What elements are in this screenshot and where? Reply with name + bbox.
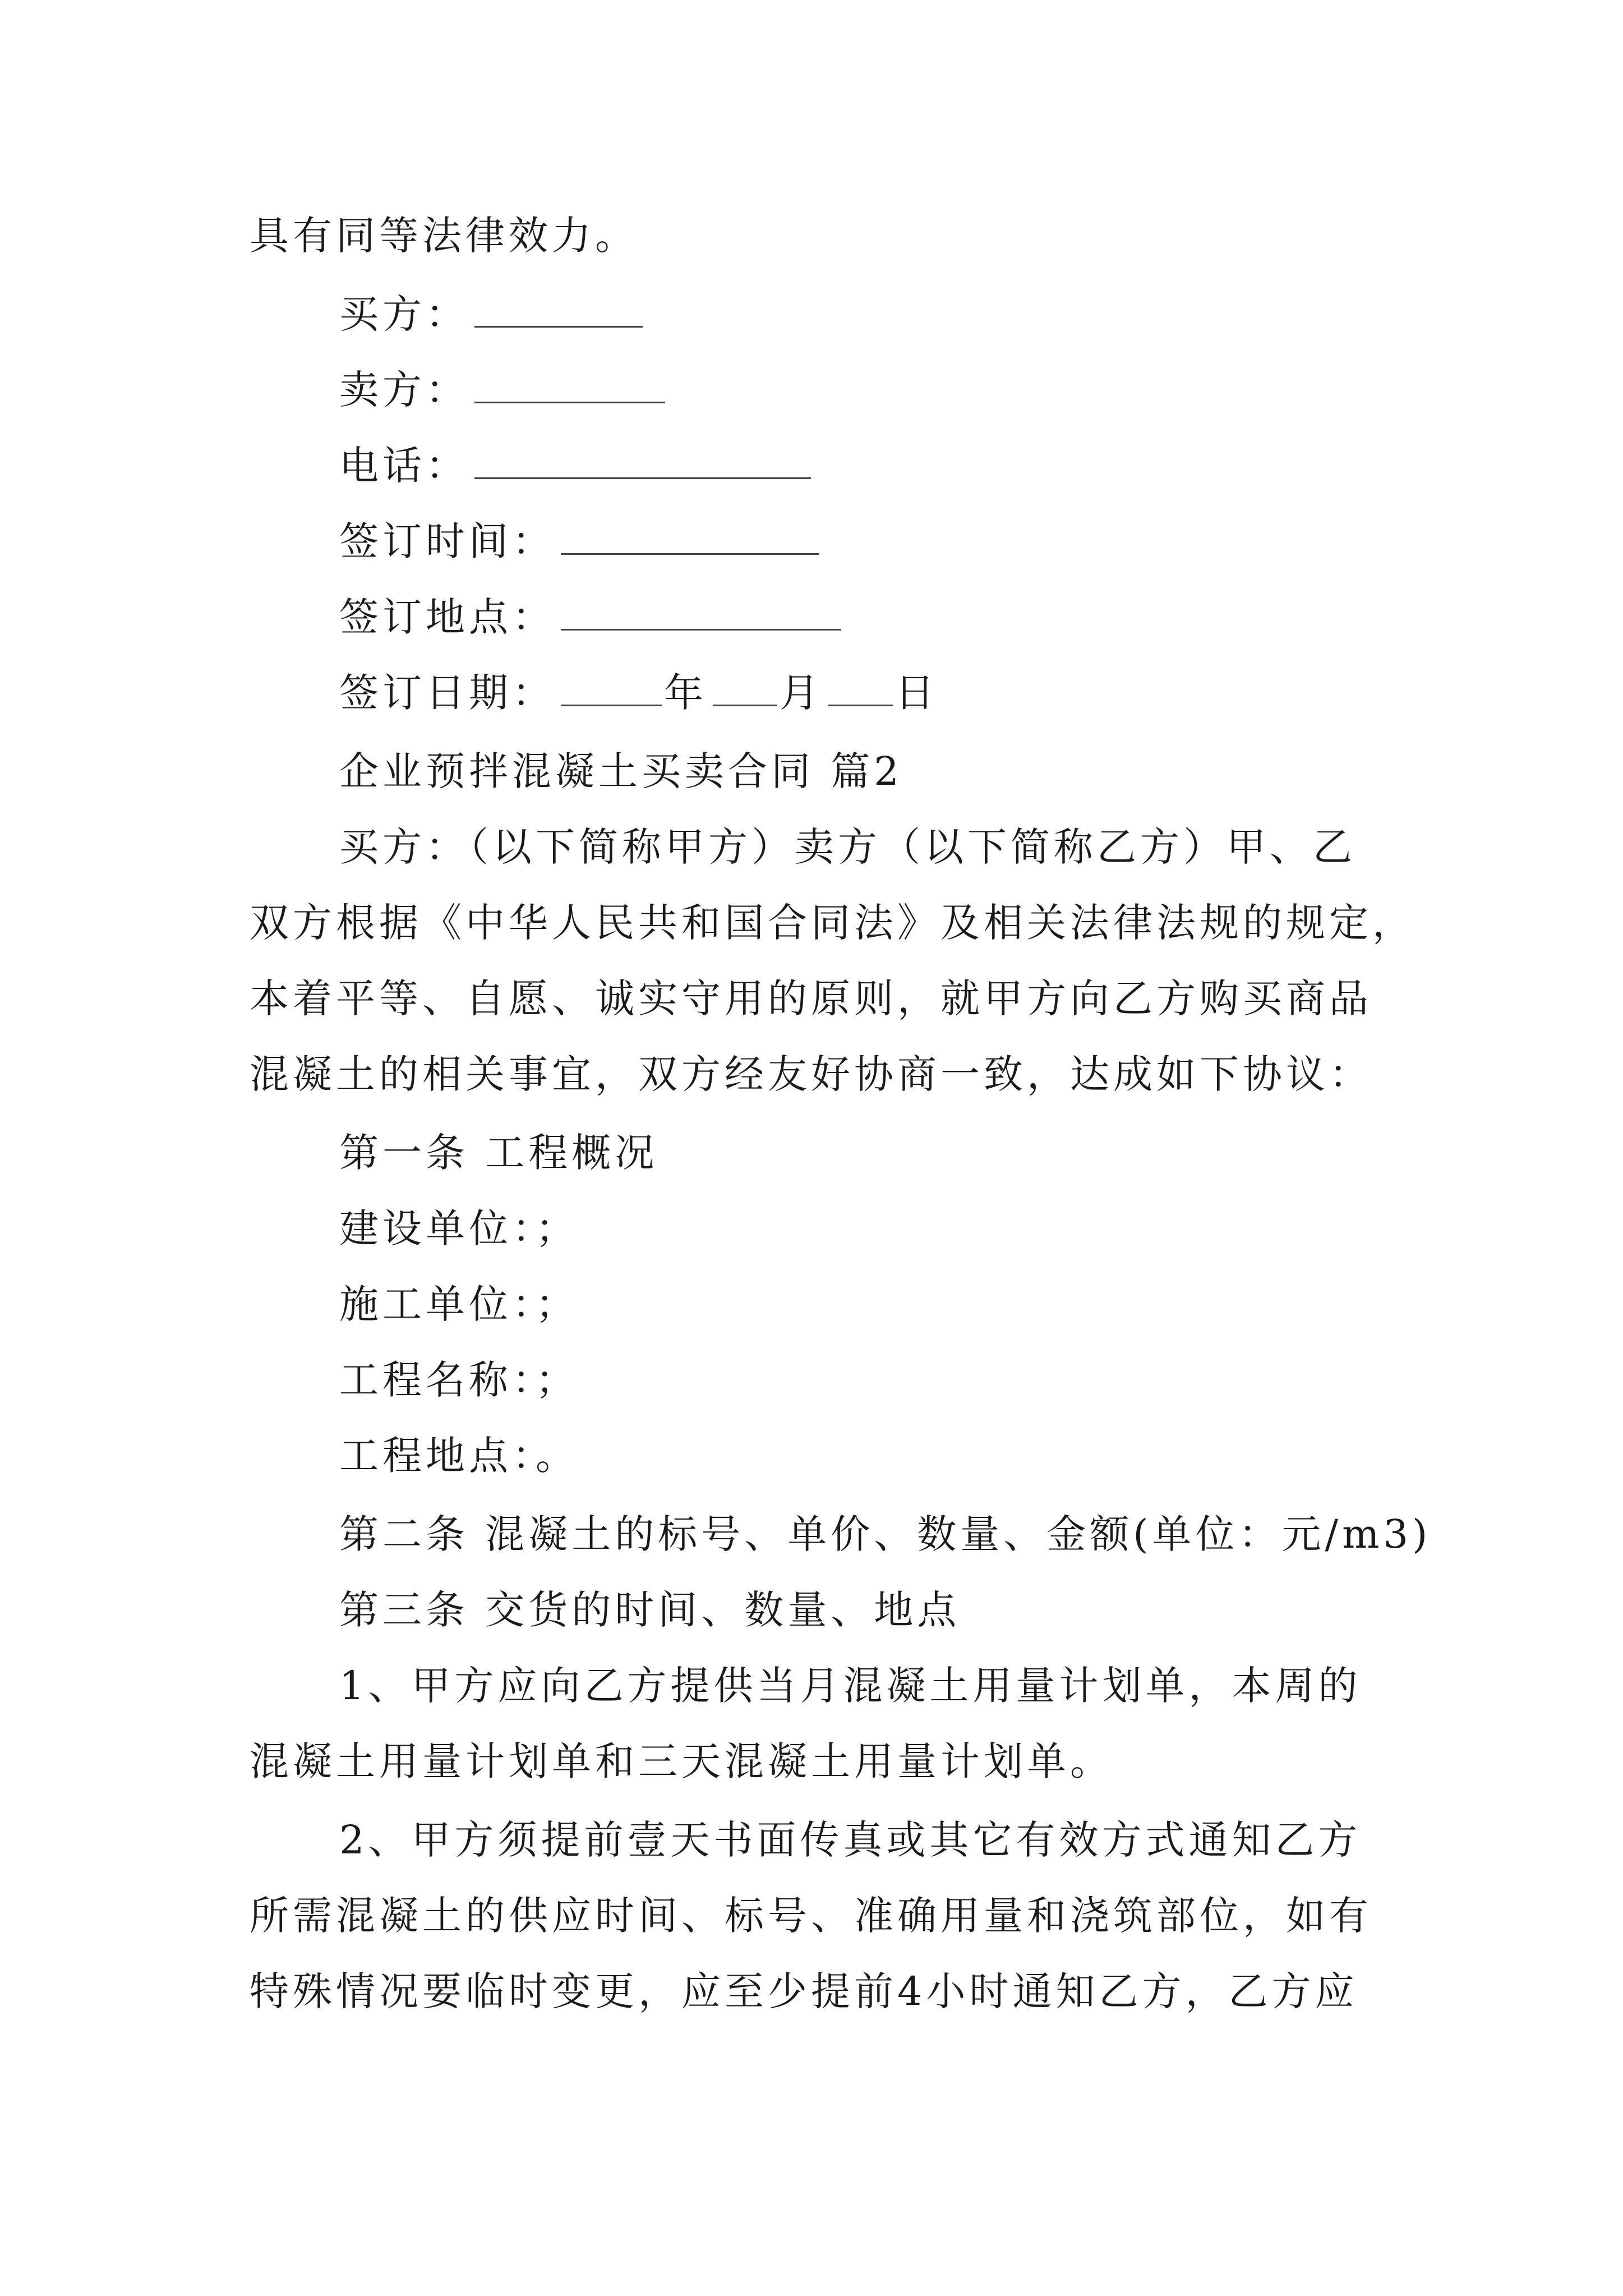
sign-date-line: [339, 665, 938, 721]
phone-line: [339, 438, 813, 494]
project-name-line: 工程名称：；: [339, 1357, 579, 1403]
intro-line: 混凝土的相关事宜，双方经友好协商一致，达成如下协议：: [250, 1051, 1372, 1097]
sign-place-line: [339, 589, 843, 645]
construction-unit-line: 建设单位：；: [339, 1205, 579, 1251]
intro-line: 双方根据《中华人民共和国合同法》及相关法律法规的规定，: [250, 900, 1415, 946]
clause-2-line: 特殊情况要临时变更，应至少提前4小时通知乙方，乙方应: [250, 1968, 1358, 2014]
sign-time-label: 签订时间：: [339, 518, 555, 564]
day-char: 日: [895, 670, 938, 716]
buyer-label: 买方：: [339, 291, 469, 337]
clause-2-line: 2、甲方须提前壹天书面传真或其它有效方式通知乙方: [339, 1817, 1362, 1863]
clause-1-line: 1、甲方应向乙方提供当月混凝土用量计划单，本周的: [339, 1663, 1362, 1709]
sign-time-line: [339, 513, 821, 569]
day-blank[interactable]: [828, 671, 893, 706]
sign-place-blank[interactable]: [561, 595, 841, 631]
seller-label: 卖方：: [339, 367, 469, 413]
clause-1-line: 混凝土用量计划单和三天混凝土用量计划单。: [250, 1738, 1113, 1784]
article-1-title: 第一条 工程概况: [339, 1130, 658, 1176]
clause-2-line: 所需混凝土的供应时间、标号、准确用量和浇筑部位，如有: [250, 1893, 1372, 1939]
sign-place-label: 签订地点：: [339, 594, 555, 640]
year-char: 年: [664, 670, 707, 716]
article-2-title: 第二条 混凝土的标号、单价、数量、金额(单位：元/m3): [339, 1511, 1432, 1557]
month-char: 月: [780, 670, 823, 716]
month-blank[interactable]: [713, 671, 777, 706]
sign-time-blank[interactable]: [561, 519, 819, 555]
article-3-title: 第三条 交货的时间、数量、地点: [339, 1587, 961, 1633]
year-blank[interactable]: [561, 671, 662, 706]
phone-label: 电话：: [339, 443, 469, 489]
intro-line: 买方：（以下简称甲方）卖方（以下简称乙方）甲、乙: [339, 824, 1356, 870]
seller-blank[interactable]: [474, 368, 665, 403]
buyer-blank[interactable]: [474, 292, 643, 328]
section-title: 企业预拌混凝土买卖合同 篇2: [339, 748, 903, 794]
sign-date-label: 签订日期：: [339, 670, 555, 716]
intro-line: 本着平等、自愿、诚实守用的原则，就甲方向乙方购买商品: [250, 976, 1372, 1022]
project-location-line: 工程地点：。: [339, 1433, 579, 1479]
builder-unit-line: 施工单位：；: [339, 1281, 579, 1327]
phone-blank[interactable]: [474, 444, 811, 479]
text-line: 具有同等法律效力。: [250, 213, 638, 259]
seller-signature-line: [339, 362, 667, 418]
buyer-signature-line: [339, 286, 645, 342]
